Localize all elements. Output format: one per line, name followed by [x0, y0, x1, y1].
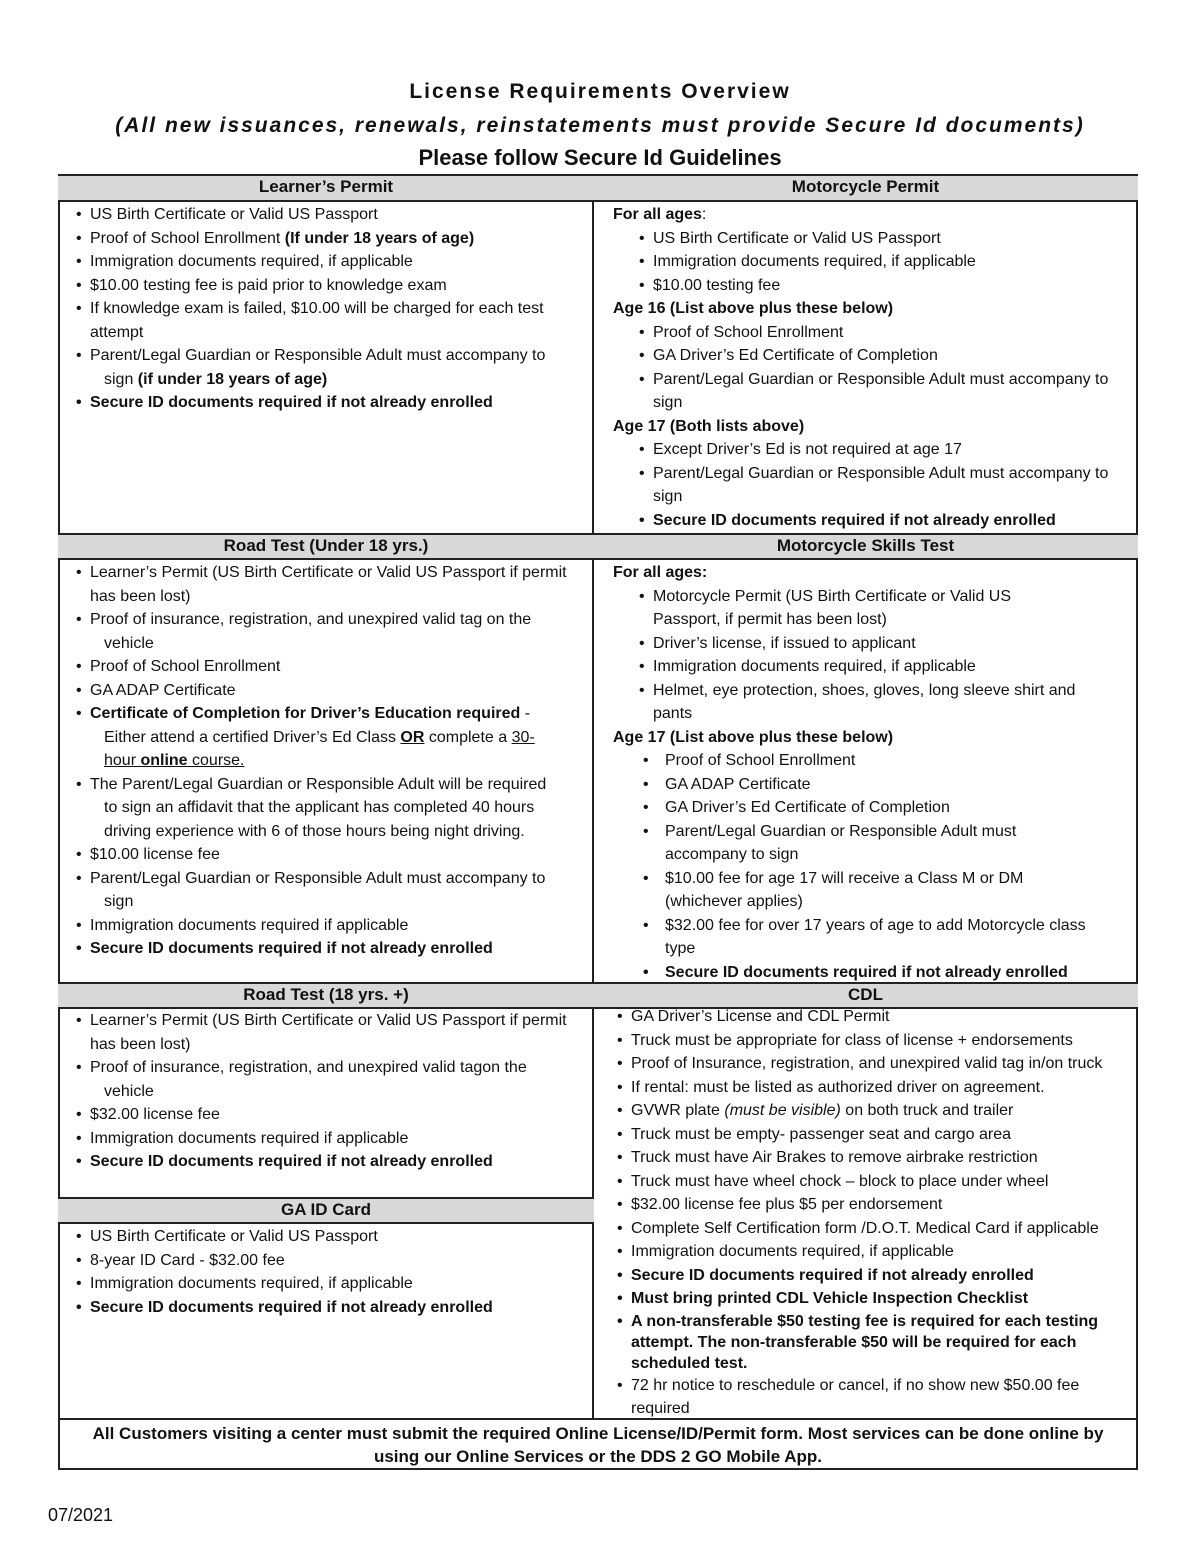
list-item: • Truck must be empty- passenger seat and cargo area	[613, 1123, 1133, 1147]
list-item: • $32.00 fee for over 17 years of age to add Motorcycle class type	[613, 914, 1133, 961]
list-item: • Complete Self Certification form /D.O.T. Medical Card if applicable	[613, 1217, 1133, 1241]
list-item: • Parent/Legal Guardian or Responsible Adult must accompany to sign	[613, 368, 1133, 415]
list-item: • Secure ID documents required if not already enrolled	[613, 1264, 1133, 1288]
list-item: • GVWR plate (must be visible) on both truck and trailer	[613, 1099, 1133, 1123]
list-item: • Proof of School Enrollment (If under 18 years of age)	[72, 227, 587, 251]
road-test-under-18-section	[72, 561, 587, 961]
age-17-label: Age 17 (Both lists above)	[613, 417, 805, 435]
learners-permit-heading: Learner’s Permit	[58, 174, 594, 202]
list-item: • GA Driver’s Ed Certificate of Completion	[613, 796, 1133, 820]
list-item: • Parent/Legal Guardian or Responsible Adult must accompany to sign (if under 18 years of age)	[72, 344, 587, 391]
footer-line-1: All Customers visiting a center must submit the required Online License/ID/Permit form. Most services can be done online by	[92, 1424, 1104, 1443]
list-item: • Immigration documents required, if applicable	[613, 655, 1133, 679]
revision-date: 07/2021	[48, 1505, 114, 1525]
list-item: • US Birth Certificate or Valid US Passport	[72, 1225, 587, 1249]
list-item: • Immigration documents required, if applicable	[613, 250, 1133, 274]
list-item: • Driver’s license, if issued to applicant	[613, 632, 1133, 656]
list-item: • Proof of insurance, registration, and unexpired valid tag on the vehicle	[72, 608, 587, 655]
ga-id-card-section	[72, 1225, 587, 1319]
list-item: • Parent/Legal Guardian or Responsible Adult must accompany to sign	[613, 462, 1133, 509]
list-item: • GA Driver’s License and CDL Permit	[613, 1005, 1133, 1029]
list-item: • Truck must have wheel chock – block to place under wheel	[613, 1170, 1133, 1194]
list-item: • If rental: must be listed as authorized driver on agreement.	[613, 1076, 1133, 1100]
list-item: • $10.00 testing fee is paid prior to knowledge exam	[72, 274, 587, 298]
list-item: • Proof of Insurance, registration, and unexpired valid tag in/on truck	[613, 1052, 1133, 1076]
age-16-label: Age 16 (List above plus these below)	[613, 300, 894, 317]
list-item: • Truck must be appropriate for class of license + endorsements	[613, 1029, 1133, 1053]
list-item: • US Birth Certificate or Valid US Passport	[613, 227, 1133, 251]
all-ages-label: For all ages:	[613, 206, 707, 223]
motorcycle-skills-heading: Motorcycle Skills Test	[593, 533, 1138, 560]
list-item: • Learner’s Permit (US Birth Certificate or Valid US Passport if permit has been lost)	[72, 561, 587, 608]
list-item: • Proof of insurance, registration, and unexpired valid tagon the vehicle	[72, 1056, 587, 1103]
list-item: • Parent/Legal Guardian or Responsible Adult must accompany to sign	[613, 820, 1133, 867]
guideline-heading: Please follow Secure Id Guidelines	[418, 145, 782, 170]
list-item: • The Parent/Legal Guardian or Responsible Adult will be required to sign an affidavit that the applicant has completed 40 hours driving experience with 6 of those hours being night driving.	[72, 773, 587, 844]
list-item: • Helmet, eye protection, shoes, gloves, long sleeve shirt and pants	[613, 679, 1133, 726]
motorcycle-permit-section	[613, 203, 1133, 532]
page-title: License Requirements Overview	[409, 80, 791, 103]
list-item: • Immigration documents required, if applicable	[72, 1272, 587, 1296]
list-item: • $10.00 fee for age 17 will receive a Class M or DM (whichever applies)	[613, 867, 1133, 914]
list-item: • Secure ID documents required if not already enrolled	[72, 1296, 587, 1320]
age-17-label: Age 17 (List above plus these below)	[613, 728, 894, 746]
list-item: • A non-transferable $50 testing fee is required for each testing attempt. The non-transferable $50 will be required for each scheduled test.	[613, 1311, 1133, 1374]
road-test-18-plus-section	[72, 1009, 587, 1174]
list-item: • Secure ID documents required if not already enrolled	[72, 1150, 587, 1174]
list-item: • 72 hr notice to reschedule or cancel, if no show new $50.00 fee required	[613, 1374, 1133, 1421]
list-item: • Truck must have Air Brakes to remove airbrake restriction	[613, 1146, 1133, 1170]
list-item: • If knowledge exam is failed, $10.00 will be charged for each test attempt	[72, 297, 587, 344]
cdl-section	[613, 1005, 1133, 1421]
road-test-18-plus-heading: Road Test (18 yrs. +)	[58, 982, 594, 1009]
list-item: • US Birth Certificate or Valid US Passport	[72, 203, 587, 227]
list-item: • Secure ID documents required if not already enrolled	[613, 961, 1133, 985]
footer-notice	[58, 1418, 1138, 1470]
road-test-under-18-heading: Road Test (Under 18 yrs.)	[58, 533, 594, 560]
list-item: • Certificate of Completion for Driver’s Education required - Either attend a certified Driver’s Ed Class OR complete a 30- hour online course.	[72, 702, 587, 773]
page-subtitle: (All new issuances, renewals, reinstatements must provide Secure Id documents)	[115, 114, 1085, 137]
list-item: • Parent/Legal Guardian or Responsible Adult must accompany to sign	[72, 867, 587, 914]
learners-permit-section	[72, 203, 587, 415]
motorcycle-permit-heading: Motorcycle Permit	[593, 174, 1138, 202]
list-item: • Immigration documents required if applicable	[72, 914, 587, 938]
footer-line-2: using our Online Services or the DDS 2 GO Mobile App.	[373, 1447, 823, 1466]
list-item: • Learner’s Permit (US Birth Certificate or Valid US Passport if permit has been lost)	[72, 1009, 587, 1056]
cdl-heading: CDL	[593, 982, 1138, 1009]
list-item: • GA Driver’s Ed Certificate of Completion	[613, 344, 1133, 368]
list-item: • 8-year ID Card - $32.00 fee	[72, 1249, 587, 1273]
list-item: • $10.00 license fee	[72, 843, 587, 867]
column-divider	[592, 174, 594, 1418]
list-item: • $32.00 license fee	[72, 1103, 587, 1127]
all-ages-label: For all ages:	[613, 564, 708, 581]
list-item: • Must bring printed CDL Vehicle Inspection Checklist	[613, 1287, 1133, 1311]
list-item: • Proof of School Enrollment	[72, 655, 587, 679]
list-item: • $10.00 testing fee	[613, 274, 1133, 298]
list-item: • Proof of School Enrollment	[613, 321, 1133, 345]
list-item: • GA ADAP Certificate	[72, 679, 587, 703]
list-item: • $32.00 license fee plus $5 per endorsement	[613, 1193, 1133, 1217]
list-item: • Immigration documents required if applicable	[72, 1127, 587, 1151]
list-item: • Except Driver’s Ed is not required at age 17	[613, 438, 1133, 462]
list-item: • Motorcycle Permit (US Birth Certificate or Valid US Passport, if permit has been lost)	[613, 585, 1133, 632]
list-item: • Immigration documents required, if applicable	[613, 1240, 1133, 1264]
list-item: • Secure ID documents required if not already enrolled	[613, 509, 1133, 533]
motorcycle-skills-section	[613, 561, 1133, 984]
ga-id-card-heading: GA ID Card	[58, 1197, 594, 1224]
list-item: • Immigration documents required, if applicable	[72, 250, 587, 274]
list-item: • GA ADAP Certificate	[613, 773, 1133, 797]
list-item: • Secure ID documents required if not already enrolled	[72, 937, 587, 961]
list-item: • Secure ID documents required if not already enrolled	[72, 391, 587, 415]
list-item: • Proof of School Enrollment	[613, 749, 1133, 773]
